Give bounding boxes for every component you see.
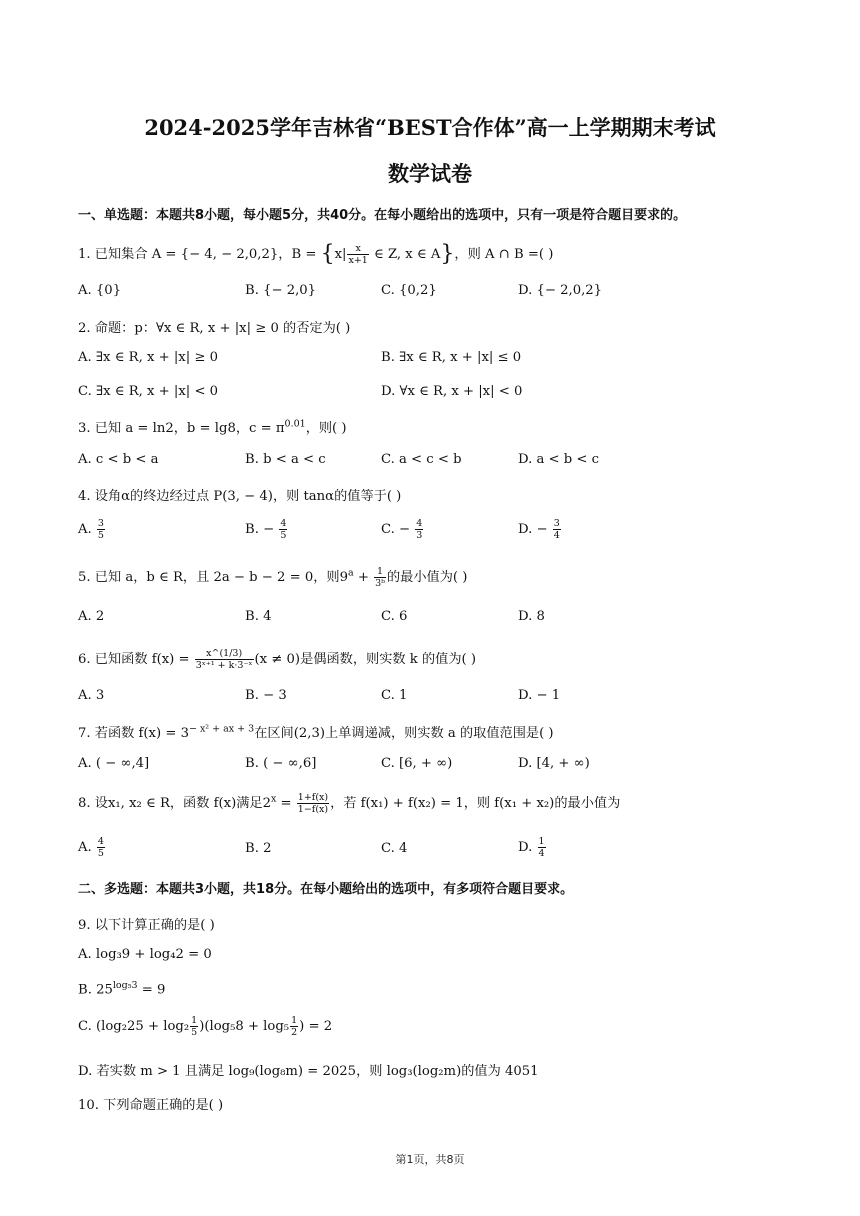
q5-stem-a: 5. 已知 a，b ∈ R，且 2a − b − 2 = 0，则9 (78, 570, 349, 585)
q4-option-d-prefix: D. − (518, 522, 552, 537)
q4-c-num: 4 (416, 518, 423, 529)
q8-option-b: B. 2 (245, 841, 272, 856)
q4-a-den: 5 (97, 530, 104, 541)
q6-fraction (195, 648, 254, 671)
q3-exponent: 0.01 (284, 418, 306, 430)
q2-option-b: B. ∃x ∈ R, x + |x| ≤ 0 (381, 350, 522, 365)
q4-option-c-fraction (415, 518, 423, 541)
question-10: 10. 下列命题正确的是( ) (78, 1098, 224, 1113)
q3-stem-a: 3. 已知 a = ln2，b = lg8，c = π (78, 421, 285, 436)
q8-option-d (518, 836, 547, 859)
exam-subtitle: 数学试卷 (388, 161, 472, 186)
q4-option-b (245, 518, 288, 541)
q9-c-f1-num: 1 (191, 1015, 198, 1026)
q1-stem-b: ，则 A ∩ B =( ) (454, 247, 554, 262)
q9-c-f1-den: 5 (191, 1027, 198, 1038)
q6-frac-den: 3ˣ⁺¹ + k·3⁻ˣ (195, 660, 253, 671)
q5-fraction (374, 566, 386, 589)
q5-exponent: a (348, 567, 354, 579)
q1-fraction (347, 243, 368, 266)
q4-option-b-fraction (279, 518, 287, 541)
q9-c-f2-num: 1 (291, 1015, 298, 1026)
q7-option-c: C. [6, + ∞) (381, 756, 453, 771)
q8-d-den: 4 (538, 848, 545, 859)
question-7 (78, 722, 554, 741)
q3-stem-b: ，则( ) (305, 421, 347, 436)
exam-title: 2024-2025学年吉林省“BEST合作体”高一上学期期末考试 (144, 115, 716, 140)
q1-frac-num: x (347, 243, 368, 255)
q4-d-den: 4 (553, 530, 560, 541)
q8-fraction (297, 792, 329, 815)
question-6 (78, 648, 476, 671)
q8-option-a (78, 836, 106, 859)
q8-option-d-prefix: D. (518, 840, 537, 855)
q6-option-b: B. − 3 (245, 688, 287, 703)
q5-option-d: D. 8 (518, 609, 545, 624)
q8-option-c: C. 4 (381, 841, 408, 856)
q1-option-a: A. {0} (78, 283, 122, 298)
q9-c-f2-den: 2 (291, 1027, 298, 1038)
q7-exponent: − x² + ax + 3 (188, 723, 255, 735)
q8-eq: = (276, 796, 296, 811)
q4-b-num: 4 (280, 518, 287, 529)
q1-set-x: x| (334, 247, 347, 262)
q5-frac-num: 1 (374, 566, 386, 578)
q1-set-mid: ∈ Z, x ∈ A (369, 247, 441, 262)
q2-option-a: A. ∃x ∈ R, x + |x| ≥ 0 (78, 350, 218, 365)
q4-option-b-prefix: B. − (245, 522, 279, 537)
q4-option-d-fraction (553, 518, 561, 541)
q8-exponent: x (271, 793, 277, 805)
question-5 (78, 566, 467, 589)
q2-option-d: D. ∀x ∈ R, x + |x| < 0 (381, 384, 523, 399)
q8-option-a-fraction (97, 836, 105, 859)
q2-option-c: C. ∃x ∈ R, x + |x| < 0 (78, 384, 219, 399)
q6-frac-num: x^(1/3) (195, 648, 254, 660)
q7-stem-a: 7. 若函数 f(x) = 3 (78, 726, 189, 741)
q9-option-b (78, 980, 165, 997)
q5-plus: + (353, 570, 374, 585)
q7-stem-b: 在区间(2,3)上单调递减，则实数 a 的取值范围是( ) (254, 726, 554, 741)
q4-option-a-fraction (97, 518, 105, 541)
q8-stem-a: 8. 设x₁, x₂ ∈ R，函数 f(x)满足2 (78, 796, 271, 811)
question-3 (78, 417, 347, 436)
q3-option-b: B. b < a < c (245, 452, 326, 467)
q7-option-b: B. ( − ∞,6] (245, 756, 317, 771)
q9-c-fraction-1 (190, 1015, 198, 1038)
q7-option-d: D. [4, + ∞) (518, 756, 590, 771)
question-1 (78, 243, 553, 266)
q9-b-exponent: log₅3 (112, 980, 138, 991)
section-1-heading: 一、单选题：本题共8小题，每小题5分，共40分。在每小题给出的选项中，只有一项是符合题目要求的。 (78, 208, 687, 223)
q9-b-rest: = 9 (137, 982, 166, 998)
page-footer: 第1页，共8页 (395, 1153, 465, 1166)
q9-c-part3: ) = 2 (299, 1019, 333, 1034)
q8-stem-b: ，若 f(x₁) + f(x₂) = 1，则 f(x₁ + x₂)的最小值为 (330, 796, 621, 811)
q9-c-part1: C. (log₂25 + log₂ (78, 1019, 190, 1034)
q9-c-fraction-2 (290, 1015, 298, 1038)
q1-brace-right: } (440, 241, 455, 267)
question-2: 2. 命题：p：∀x ∈ R, x + |x| ≥ 0 的否定为( ) (78, 321, 351, 336)
q5-frac-den: 3ᵇ (375, 578, 385, 589)
q8-a-den: 5 (97, 848, 104, 859)
q1-stem-a: 1. 已知集合 A = {− 4, − 2,0,2}，B = (78, 247, 321, 262)
q5-option-b: B. 4 (245, 609, 272, 624)
q4-option-a-prefix: A. (78, 522, 96, 537)
q8-frac-num: 1+f(x) (297, 792, 329, 803)
q4-b-den: 5 (280, 530, 287, 541)
q6-stem-b: (x ≠ 0)是偶函数，则实数 k 的值为( ) (254, 652, 477, 667)
q4-d-num: 3 (553, 518, 560, 529)
q5-option-c: C. 6 (381, 609, 408, 624)
section-2-heading: 二、多选题：本题共3小题，共18分。在每小题给出的选项中，有多项符合题目要求。 (78, 882, 574, 897)
q8-frac-den: 1−f(x) (297, 804, 329, 815)
q4-option-d (518, 518, 562, 541)
q1-option-b: B. {− 2,0} (245, 283, 317, 298)
q9-option-d: D. 若实数 m > 1 且满足 log₉(log₈m) = 2025，则 log₃(log₂m)的值为 4051 (78, 1064, 539, 1079)
q6-option-a: A. 3 (78, 688, 105, 703)
question-4: 4. 设角α的终边经过点 P(3, − 4)，则 tanα的值等于( ) (78, 489, 402, 504)
q4-option-c (381, 518, 424, 541)
question-9: 9. 以下计算正确的是( ) (78, 918, 215, 933)
q1-option-d: D. {− 2,0,2} (518, 283, 603, 298)
q1-option-c: C. {0,2} (381, 283, 437, 298)
q3-option-a: A. c < b < a (78, 452, 159, 467)
q4-option-c-prefix: C. − (381, 522, 415, 537)
q6-option-c: C. 1 (381, 688, 408, 703)
q9-b-base: B. 25 (78, 982, 113, 998)
q3-option-d: D. a < b < c (518, 452, 600, 467)
q4-option-a (78, 518, 106, 541)
q5-stem-b: 的最小值为( ) (386, 570, 468, 585)
q7-option-a: A. ( − ∞,4] (78, 756, 150, 771)
q9-option-a: A. log₃9 + log₄2 = 0 (78, 947, 212, 962)
question-8 (78, 792, 620, 815)
q8-a-num: 4 (97, 836, 104, 847)
q6-stem-a: 6. 已知函数 f(x) = (78, 652, 194, 667)
q8-d-num: 1 (538, 836, 545, 847)
q6-option-d: D. − 1 (518, 688, 561, 703)
q1-brace-left: { (320, 241, 335, 267)
q9-c-part2: )(log₅8 + log₅ (199, 1019, 290, 1034)
q1-frac-den: x+1 (348, 255, 368, 266)
q8-option-d-fraction (538, 836, 546, 859)
q4-a-num: 3 (97, 518, 104, 529)
q4-c-den: 3 (416, 530, 423, 541)
q9-option-c (78, 1015, 332, 1038)
q8-option-a-prefix: A. (78, 840, 96, 855)
q5-option-a: A. 2 (78, 609, 105, 624)
q3-option-c: C. a < c < b (381, 452, 462, 467)
